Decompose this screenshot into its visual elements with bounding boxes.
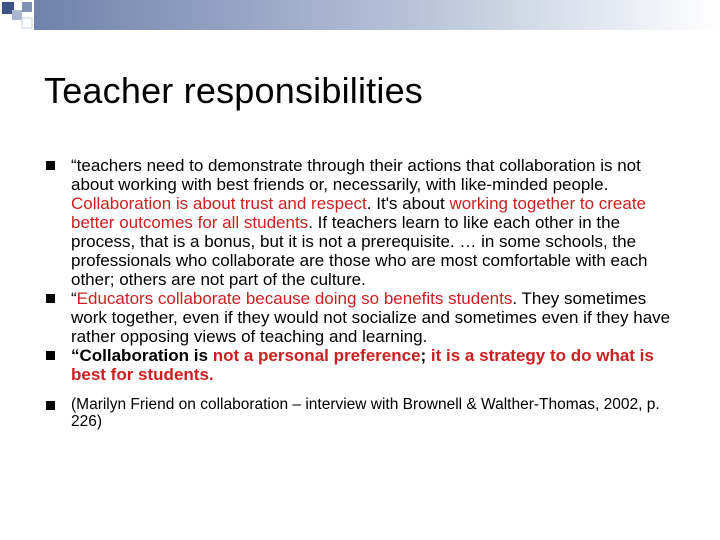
text-segment: “teachers need to demonstrate through their actions that collaboration is not about working with best friends or, necessarily, with like-minded people. bbox=[71, 156, 641, 194]
text-segment: ; bbox=[420, 346, 431, 365]
highlight-segment: not a personal preference bbox=[212, 346, 421, 365]
text-segment: “Collaboration is bbox=[71, 346, 213, 365]
header-gradient-bar bbox=[34, 0, 720, 30]
text-segment: “ bbox=[71, 289, 77, 308]
header-square-blue bbox=[22, 2, 32, 12]
square-bullet-icon bbox=[46, 401, 55, 410]
highlight-segment: it is a strategy to do what is best for students. bbox=[71, 346, 654, 384]
header-square-light bbox=[12, 10, 22, 20]
bullet-list bbox=[44, 156, 684, 430]
highlight-segment: working together to create better outcomes for all students bbox=[71, 194, 646, 232]
bullet-text bbox=[71, 346, 654, 384]
square-bullet-icon bbox=[46, 351, 55, 360]
bullet-item-quote-1 bbox=[44, 156, 684, 289]
highlight-segment: Educators collaborate because doing so benefits students bbox=[76, 289, 513, 308]
bullet-text bbox=[71, 156, 647, 289]
header-decoration bbox=[0, 0, 720, 60]
text-segment: . They sometimes work together, even if they would not socialize and sometimes even if they have rather opposing views of teaching and learning. bbox=[71, 289, 671, 346]
bullet-text bbox=[71, 289, 670, 346]
text-segment: . If teachers learn to like each other in the process, that is a bonus, but it is not a prerequisite. … in some schools, the professionals who collaborate are those who are most comfortable with each other; others are not part of the culture. bbox=[71, 213, 648, 289]
bullet-item-quote-2 bbox=[44, 289, 684, 346]
citation-text: (Marilyn Friend on collaboration – interview with Brownell & Walther-Thomas, 2002, p. 226) bbox=[71, 396, 660, 430]
text-segment: . It's about bbox=[366, 194, 450, 213]
highlight-segment: Collaboration is about trust and respect bbox=[71, 194, 367, 213]
square-bullet-icon bbox=[46, 161, 55, 170]
bullet-item-quote-3 bbox=[44, 346, 684, 384]
header-square-white bbox=[22, 18, 32, 28]
square-bullet-icon bbox=[46, 294, 55, 303]
bullet-item-citation bbox=[44, 396, 684, 430]
slide-title: Teacher responsibilities bbox=[44, 70, 423, 111]
